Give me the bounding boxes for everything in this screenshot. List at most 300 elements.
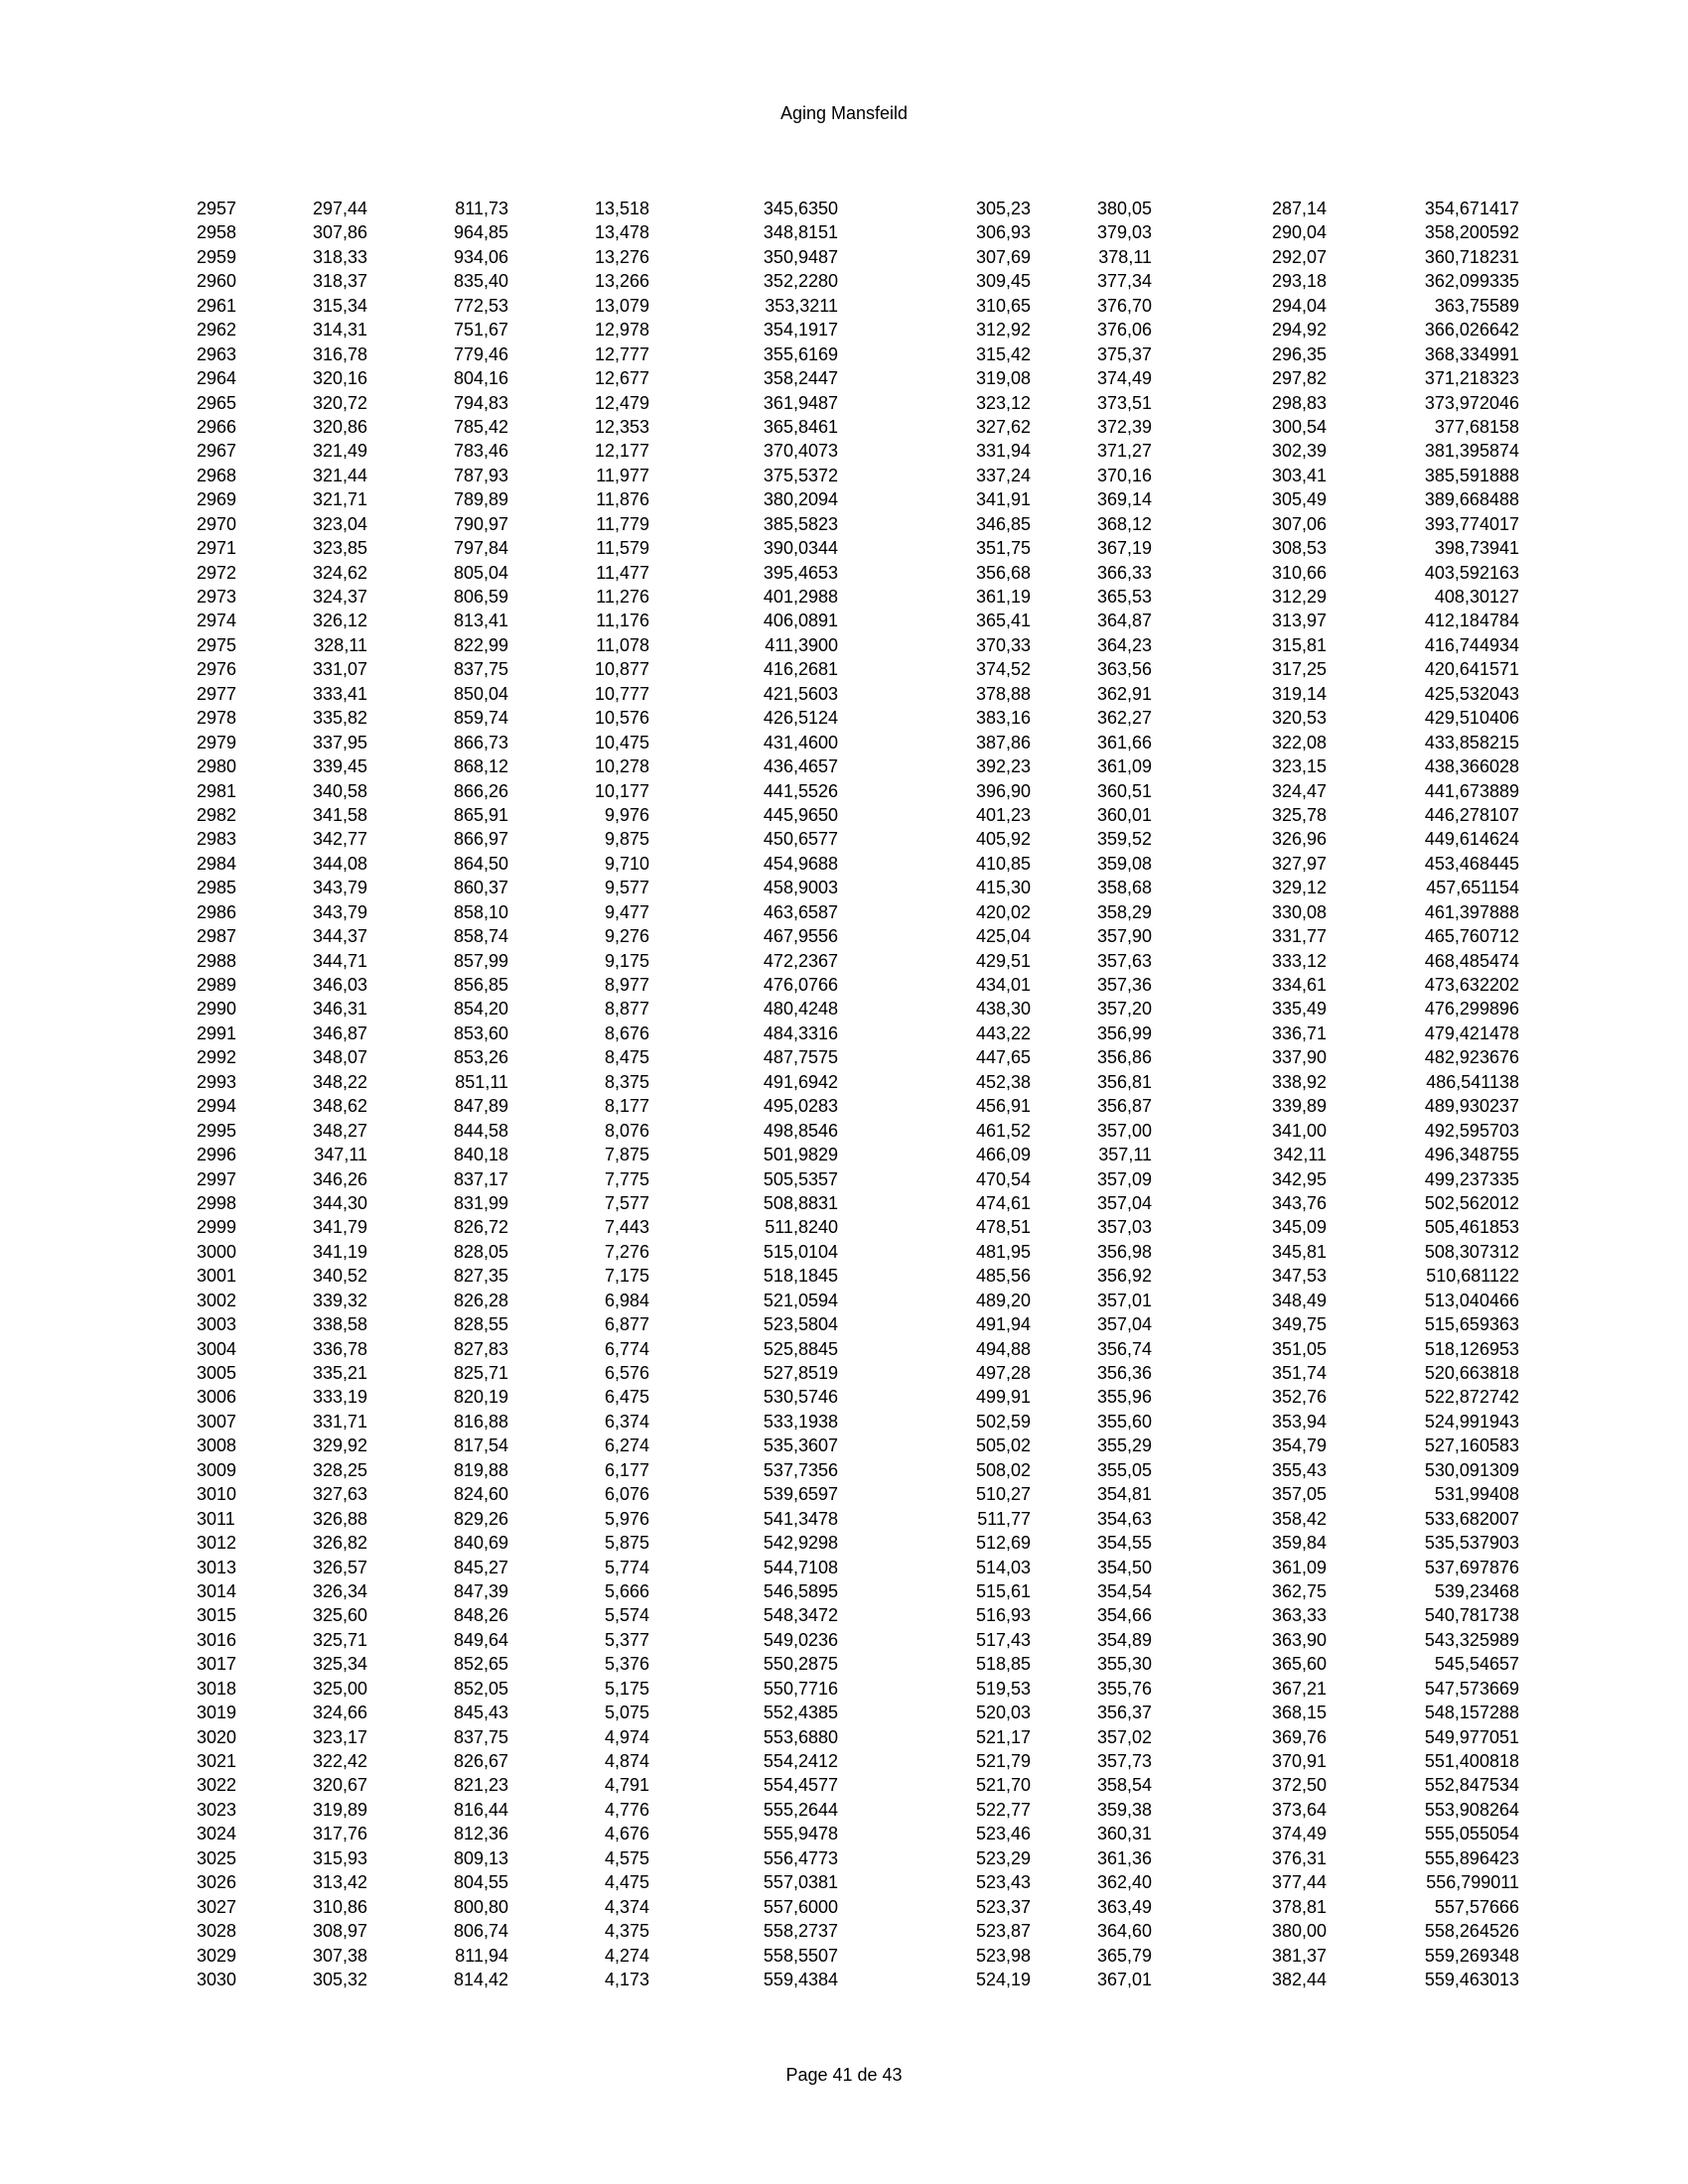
table-cell: 362,27	[1096, 708, 1152, 729]
table-row	[0, 900, 1688, 924]
table-cell: 355,29	[1096, 1435, 1152, 1456]
table-row	[0, 1531, 1688, 1555]
table-cell: 804,55	[453, 1872, 508, 1893]
table-cell: 362,40	[1096, 1872, 1152, 1893]
table-cell: 364,23	[1096, 634, 1152, 655]
table-cell: 355,60	[1096, 1411, 1152, 1432]
table-row	[0, 633, 1688, 657]
table-cell: 363,75589	[1434, 295, 1519, 316]
table-cell: 498,8546	[763, 1120, 838, 1141]
table-cell: 356,98	[1096, 1241, 1152, 1262]
table-cell: 362,91	[1096, 683, 1152, 704]
table-cell: 363,33	[1271, 1605, 1327, 1626]
table-row	[0, 1725, 1688, 1749]
table-cell: 472,2367	[763, 950, 838, 971]
table-cell: 499,237335	[1424, 1168, 1519, 1189]
table-cell: 811,94	[455, 1945, 508, 1966]
table-cell: 11,579	[596, 538, 649, 559]
table-cell: 3009	[197, 1459, 237, 1480]
table-cell: 789,89	[453, 489, 508, 510]
table-cell: 804,16	[453, 368, 508, 389]
table-cell: 2963	[197, 343, 237, 364]
table-cell: 964,85	[453, 222, 508, 243]
table-cell: 3029	[197, 1945, 237, 1966]
table-cell: 433,858215	[1424, 732, 1519, 752]
table-cell: 348,07	[312, 1047, 367, 1068]
table-cell: 318,33	[312, 246, 367, 267]
table-cell: 523,37	[975, 1896, 1031, 1917]
table-cell: 9,175	[604, 950, 649, 971]
table-cell: 515,0104	[763, 1241, 838, 1262]
table-cell: 343,76	[1271, 1192, 1327, 1213]
table-cell: 10,177	[594, 780, 649, 801]
table-cell: 3002	[197, 1290, 237, 1310]
table-cell: 865,91	[453, 804, 508, 825]
table-cell: 320,53	[1271, 708, 1327, 729]
table-cell: 420,641571	[1424, 659, 1519, 680]
table-row	[0, 1919, 1688, 1943]
table-cell: 853,26	[453, 1047, 508, 1068]
table-cell: 537,697876	[1424, 1557, 1519, 1577]
table-row	[0, 1556, 1688, 1579]
table-cell: 345,6350	[763, 199, 838, 218]
table-cell: 508,8831	[763, 1192, 838, 1213]
table-cell: 357,01	[1096, 1290, 1152, 1310]
table-cell: 816,44	[453, 1799, 508, 1820]
table-cell: 859,74	[453, 708, 508, 729]
table-cell: 2961	[197, 295, 237, 316]
table-cell: 405,92	[975, 829, 1031, 850]
table-cell: 360,718231	[1424, 246, 1519, 267]
table-cell: 450,6577	[763, 829, 838, 850]
table-cell: 365,60	[1271, 1654, 1327, 1675]
table-cell: 548,157288	[1424, 1703, 1519, 1723]
table-cell: 518,1845	[763, 1266, 838, 1287]
table-cell: 453,468445	[1424, 853, 1519, 874]
table-cell: 2991	[197, 1023, 237, 1043]
table-cell: 369,76	[1271, 1726, 1327, 1747]
table-cell: 339,45	[312, 756, 367, 777]
table-cell: 461,397888	[1424, 901, 1519, 922]
table-cell: 837,75	[453, 1726, 508, 1747]
table-cell: 837,75	[453, 659, 508, 680]
table-cell: 2983	[197, 829, 237, 850]
table-row	[0, 1846, 1688, 1870]
table-cell: 374,49	[1271, 1824, 1327, 1844]
table-cell: 367,21	[1271, 1678, 1327, 1699]
table-cell: 323,15	[1271, 756, 1327, 777]
table-cell: 831,99	[453, 1192, 508, 1213]
table-cell: 339,89	[1271, 1096, 1327, 1117]
table-row	[0, 779, 1688, 803]
table-cell: 492,595703	[1424, 1120, 1519, 1141]
table-cell: 499,91	[975, 1387, 1031, 1408]
table-cell: 365,41	[975, 611, 1031, 631]
table-row	[0, 1070, 1688, 1094]
table-cell: 544,7108	[763, 1557, 838, 1577]
table-cell: 368,334991	[1424, 343, 1519, 364]
table-cell: 361,36	[1096, 1847, 1152, 1868]
table-cell: 331,94	[975, 441, 1031, 462]
table-cell: 751,67	[453, 320, 508, 341]
table-cell: 447,65	[975, 1047, 1031, 1068]
table-cell: 5,976	[604, 1508, 649, 1529]
table-cell: 331,07	[312, 659, 367, 680]
table-cell: 320,16	[312, 368, 367, 389]
table-cell: 2998	[197, 1192, 237, 1213]
table-cell: 320,72	[312, 392, 367, 413]
table-cell: 522,872742	[1424, 1387, 1519, 1408]
table-cell: 3026	[197, 1872, 237, 1893]
table-cell: 3022	[197, 1775, 237, 1796]
table-cell: 554,4577	[763, 1775, 838, 1796]
table-cell: 351,05	[1271, 1338, 1327, 1359]
table-cell: 3025	[197, 1847, 237, 1868]
table-cell: 343,79	[312, 878, 367, 898]
table-cell: 389,668488	[1424, 489, 1519, 510]
table-cell: 559,463013	[1424, 1969, 1519, 1989]
table-cell: 297,82	[1271, 368, 1327, 389]
table-cell: 340,52	[312, 1266, 367, 1287]
table-cell: 2976	[197, 659, 237, 680]
table-cell: 474,61	[975, 1192, 1031, 1213]
table-cell: 376,31	[1271, 1847, 1327, 1868]
table-cell: 484,3316	[763, 1023, 838, 1043]
table-cell: 361,66	[1096, 732, 1152, 752]
table-cell: 543,325989	[1424, 1629, 1519, 1650]
table-cell: 829,26	[453, 1508, 508, 1529]
table-cell: 362,75	[1271, 1580, 1327, 1601]
table-cell: 290,04	[1271, 222, 1327, 243]
table-cell: 373,51	[1096, 392, 1152, 413]
table-cell: 357,03	[1096, 1217, 1152, 1238]
table-cell: 355,30	[1096, 1654, 1152, 1675]
table-row	[0, 657, 1688, 681]
table-cell: 2985	[197, 878, 237, 898]
table-row	[0, 973, 1688, 997]
table-cell: 346,87	[312, 1023, 367, 1043]
table-cell: 4,475	[604, 1872, 649, 1893]
table-cell: 527,8519	[763, 1363, 838, 1383]
table-cell: 426,5124	[763, 708, 838, 729]
table-cell: 12,479	[594, 392, 649, 413]
table-cell: 317,76	[312, 1824, 367, 1844]
table-cell: 8,475	[604, 1047, 649, 1068]
table-cell: 342,11	[1273, 1145, 1327, 1165]
table-cell: 337,90	[1271, 1047, 1327, 1068]
table-cell: 351,75	[975, 538, 1031, 559]
table-cell: 9,477	[604, 901, 649, 922]
table-cell: 385,591888	[1424, 465, 1519, 485]
table-cell: 364,87	[1096, 611, 1152, 631]
table-cell: 325,71	[312, 1629, 367, 1650]
table-row	[0, 731, 1688, 754]
table-cell: 335,49	[1271, 999, 1327, 1020]
table-cell: 333,41	[312, 683, 367, 704]
table-cell: 523,5804	[763, 1314, 838, 1335]
table-cell: 463,6587	[763, 901, 838, 922]
table-cell: 438,30	[975, 999, 1031, 1020]
table-cell: 824,60	[453, 1484, 508, 1505]
page-number: Page 41 de 43	[785, 2065, 903, 2085]
table-cell: 425,532043	[1424, 683, 1519, 704]
table-cell: 4,374	[604, 1896, 649, 1917]
table-cell: 357,90	[1096, 926, 1152, 947]
table-cell: 317,25	[1271, 659, 1327, 680]
table-cell: 4,375	[604, 1921, 649, 1942]
table-cell: 2974	[197, 611, 237, 631]
table-cell: 553,908264	[1424, 1799, 1519, 1820]
table-cell: 512,69	[975, 1533, 1031, 1554]
table-cell: 556,799011	[1426, 1872, 1519, 1893]
table-cell: 326,12	[312, 611, 367, 631]
table-cell: 396,90	[975, 780, 1031, 801]
table-cell: 377,34	[1096, 271, 1152, 292]
table-cell: 421,5603	[763, 683, 838, 704]
table-cell: 5,376	[604, 1654, 649, 1675]
table-cell: 324,37	[312, 587, 367, 607]
table-cell: 334,61	[1271, 975, 1327, 995]
table-cell: 346,31	[312, 999, 367, 1020]
table-cell: 511,77	[977, 1508, 1031, 1529]
table-cell: 555,896423	[1424, 1847, 1519, 1868]
table-cell: 316,78	[312, 343, 367, 364]
table-cell: 3014	[197, 1580, 237, 1601]
table-cell: 825,71	[453, 1363, 508, 1383]
table-cell: 323,17	[312, 1726, 367, 1747]
table-row	[0, 1579, 1688, 1603]
table-cell: 7,443	[604, 1217, 649, 1238]
table-cell: 425,04	[975, 926, 1031, 947]
table-cell: 2982	[197, 804, 237, 825]
table-cell: 292,07	[1271, 246, 1327, 267]
table-cell: 4,874	[604, 1751, 649, 1771]
table-cell: 357,20	[1096, 999, 1152, 1020]
table-cell: 10,877	[594, 659, 649, 680]
table-cell: 533,682007	[1424, 1508, 1519, 1529]
table-row	[0, 1385, 1688, 1409]
table-cell: 860,37	[453, 878, 508, 898]
table-cell: 4,575	[604, 1847, 649, 1868]
table-row	[0, 1773, 1688, 1797]
table-cell: 12,677	[594, 368, 649, 389]
table-cell: 370,16	[1096, 465, 1152, 485]
table-cell: 335,21	[312, 1363, 367, 1383]
table-cell: 361,19	[975, 587, 1031, 607]
table-cell: 303,41	[1271, 465, 1327, 485]
table-cell: 379,03	[1096, 222, 1152, 243]
table-cell: 325,34	[312, 1654, 367, 1675]
table-row	[0, 1312, 1688, 1336]
table-cell: 3017	[197, 1654, 237, 1675]
table-cell: 339,32	[312, 1290, 367, 1310]
table-cell: 358,2447	[763, 368, 838, 389]
table-row	[0, 1870, 1688, 1894]
table-cell: 358,42	[1271, 1508, 1327, 1529]
table-row	[0, 1094, 1688, 1118]
table-cell: 390,0344	[763, 538, 838, 559]
table-cell: 476,299896	[1424, 999, 1519, 1020]
table-cell: 349,75	[1271, 1314, 1327, 1335]
table-cell: 535,3607	[763, 1435, 838, 1456]
table-cell: 8,676	[604, 1023, 649, 1043]
table-cell: 531,99408	[1434, 1484, 1519, 1505]
table-cell: 380,00	[1271, 1921, 1327, 1942]
table-cell: 325,00	[312, 1678, 367, 1699]
table-cell: 429,510406	[1424, 708, 1519, 729]
table-cell: 3008	[197, 1435, 237, 1456]
table-cell: 5,574	[604, 1605, 649, 1626]
table-cell: 2999	[197, 1217, 237, 1238]
table-cell: 5,875	[604, 1533, 649, 1554]
table-cell: 2969	[197, 489, 237, 510]
table-cell: 517,43	[975, 1629, 1031, 1650]
table-cell: 315,34	[312, 295, 367, 316]
table-cell: 380,05	[1096, 199, 1152, 218]
table-cell: 322,42	[312, 1751, 367, 1771]
table-cell: 6,274	[604, 1435, 649, 1456]
table-cell: 401,2988	[763, 587, 838, 607]
table-cell: 505,461853	[1424, 1217, 1519, 1238]
table-row	[0, 366, 1688, 390]
table-cell: 11,176	[596, 611, 649, 631]
table-cell: 858,10	[453, 901, 508, 922]
table-row	[0, 1458, 1688, 1482]
table-cell: 354,79	[1271, 1435, 1327, 1456]
table-cell: 550,2875	[763, 1654, 838, 1675]
table-cell: 387,86	[975, 732, 1031, 752]
table-cell: 811,73	[455, 199, 508, 218]
table-row	[0, 1433, 1688, 1457]
table-cell: 356,68	[975, 562, 1031, 583]
table-cell: 6,177	[604, 1459, 649, 1480]
table-cell: 338,58	[312, 1314, 367, 1335]
table-cell: 542,9298	[763, 1533, 838, 1554]
table-cell: 333,19	[312, 1387, 367, 1408]
table-cell: 298,83	[1271, 392, 1327, 413]
table-cell: 367,19	[1096, 538, 1152, 559]
table-row	[0, 585, 1688, 609]
table-cell: 312,29	[1271, 587, 1327, 607]
table-cell: 2970	[197, 513, 237, 534]
table-cell: 850,04	[453, 683, 508, 704]
table-cell: 7,775	[604, 1168, 649, 1189]
table-cell: 373,64	[1271, 1799, 1327, 1820]
table-cell: 306,93	[975, 222, 1031, 243]
table-cell: 2965	[197, 392, 237, 413]
table-row	[0, 1798, 1688, 1822]
table-cell: 866,73	[453, 732, 508, 752]
table-cell: 2968	[197, 465, 237, 485]
table-cell: 817,54	[453, 1435, 508, 1456]
table-cell: 8,877	[604, 999, 649, 1020]
table-cell: 6,374	[604, 1411, 649, 1432]
table-cell: 392,23	[975, 756, 1031, 777]
table-cell: 446,278107	[1424, 804, 1519, 825]
table-cell: 341,58	[312, 804, 367, 825]
table-cell: 864,50	[453, 853, 508, 874]
table-cell: 551,400818	[1424, 1751, 1519, 1771]
table-row	[0, 439, 1688, 463]
table-cell: 487,7575	[763, 1047, 838, 1068]
table-cell: 336,71	[1271, 1023, 1327, 1043]
table-cell: 552,847534	[1424, 1775, 1519, 1796]
table-cell: 436,4657	[763, 756, 838, 777]
table-cell: 348,49	[1271, 1290, 1327, 1310]
table-cell: 550,7716	[763, 1678, 838, 1699]
table-row	[0, 924, 1688, 948]
table-row	[0, 1482, 1688, 1506]
table-cell: 525,8845	[763, 1338, 838, 1359]
table-row	[0, 609, 1688, 632]
table-cell: 790,97	[453, 513, 508, 534]
table-cell: 348,22	[312, 1071, 367, 1092]
table-cell: 354,63	[1096, 1508, 1152, 1529]
table-cell: 9,875	[604, 829, 649, 850]
table-cell: 489,20	[975, 1290, 1031, 1310]
table-cell: 310,65	[975, 295, 1031, 316]
table-row	[0, 1652, 1688, 1676]
table-cell: 3030	[197, 1969, 237, 1989]
table-row	[0, 318, 1688, 341]
table-cell: 363,90	[1271, 1629, 1327, 1650]
table-cell: 359,84	[1271, 1533, 1327, 1554]
data-table	[0, 197, 1688, 1991]
table-cell: 797,84	[453, 538, 508, 559]
table-cell: 321,44	[312, 465, 367, 485]
table-cell: 521,17	[975, 1726, 1031, 1747]
table-cell: 345,81	[1271, 1241, 1327, 1262]
table-cell: 9,577	[604, 878, 649, 898]
table-row	[0, 1240, 1688, 1264]
table-cell: 852,05	[453, 1678, 508, 1699]
table-cell: 524,19	[975, 1969, 1031, 1989]
table-cell: 510,27	[975, 1484, 1031, 1505]
table-cell: 348,27	[312, 1120, 367, 1141]
table-cell: 2972	[197, 562, 237, 583]
table-cell: 2986	[197, 901, 237, 922]
table-cell: 365,79	[1096, 1945, 1152, 1966]
table-cell: 341,19	[312, 1241, 367, 1262]
table-cell: 443,22	[975, 1023, 1031, 1043]
table-cell: 473,632202	[1424, 975, 1519, 995]
table-cell: 358,200592	[1424, 222, 1519, 243]
table-cell: 377,44	[1271, 1872, 1327, 1893]
table-cell: 4,974	[604, 1726, 649, 1747]
table-cell: 358,29	[1096, 901, 1152, 922]
table-cell: 539,6597	[763, 1484, 838, 1505]
table-cell: 356,92	[1096, 1266, 1152, 1287]
table-cell: 2962	[197, 320, 237, 341]
table-cell: 356,99	[1096, 1023, 1152, 1043]
table-cell: 323,12	[975, 392, 1031, 413]
table-cell: 7,276	[604, 1241, 649, 1262]
table-row	[0, 1022, 1688, 1045]
table-cell: 358,54	[1096, 1775, 1152, 1796]
table-cell: 557,57666	[1434, 1896, 1519, 1917]
table-cell: 10,576	[594, 708, 649, 729]
table-cell: 307,69	[975, 246, 1031, 267]
table-cell: 11,477	[596, 562, 649, 583]
table-row	[0, 536, 1688, 560]
table-row	[0, 220, 1688, 244]
table-cell: 326,96	[1271, 829, 1327, 850]
table-cell: 347,11	[314, 1145, 367, 1165]
table-cell: 479,421478	[1424, 1023, 1519, 1043]
table-cell: 348,8151	[763, 222, 838, 243]
table-cell: 520,663818	[1424, 1363, 1519, 1383]
table-cell: 828,05	[453, 1241, 508, 1262]
